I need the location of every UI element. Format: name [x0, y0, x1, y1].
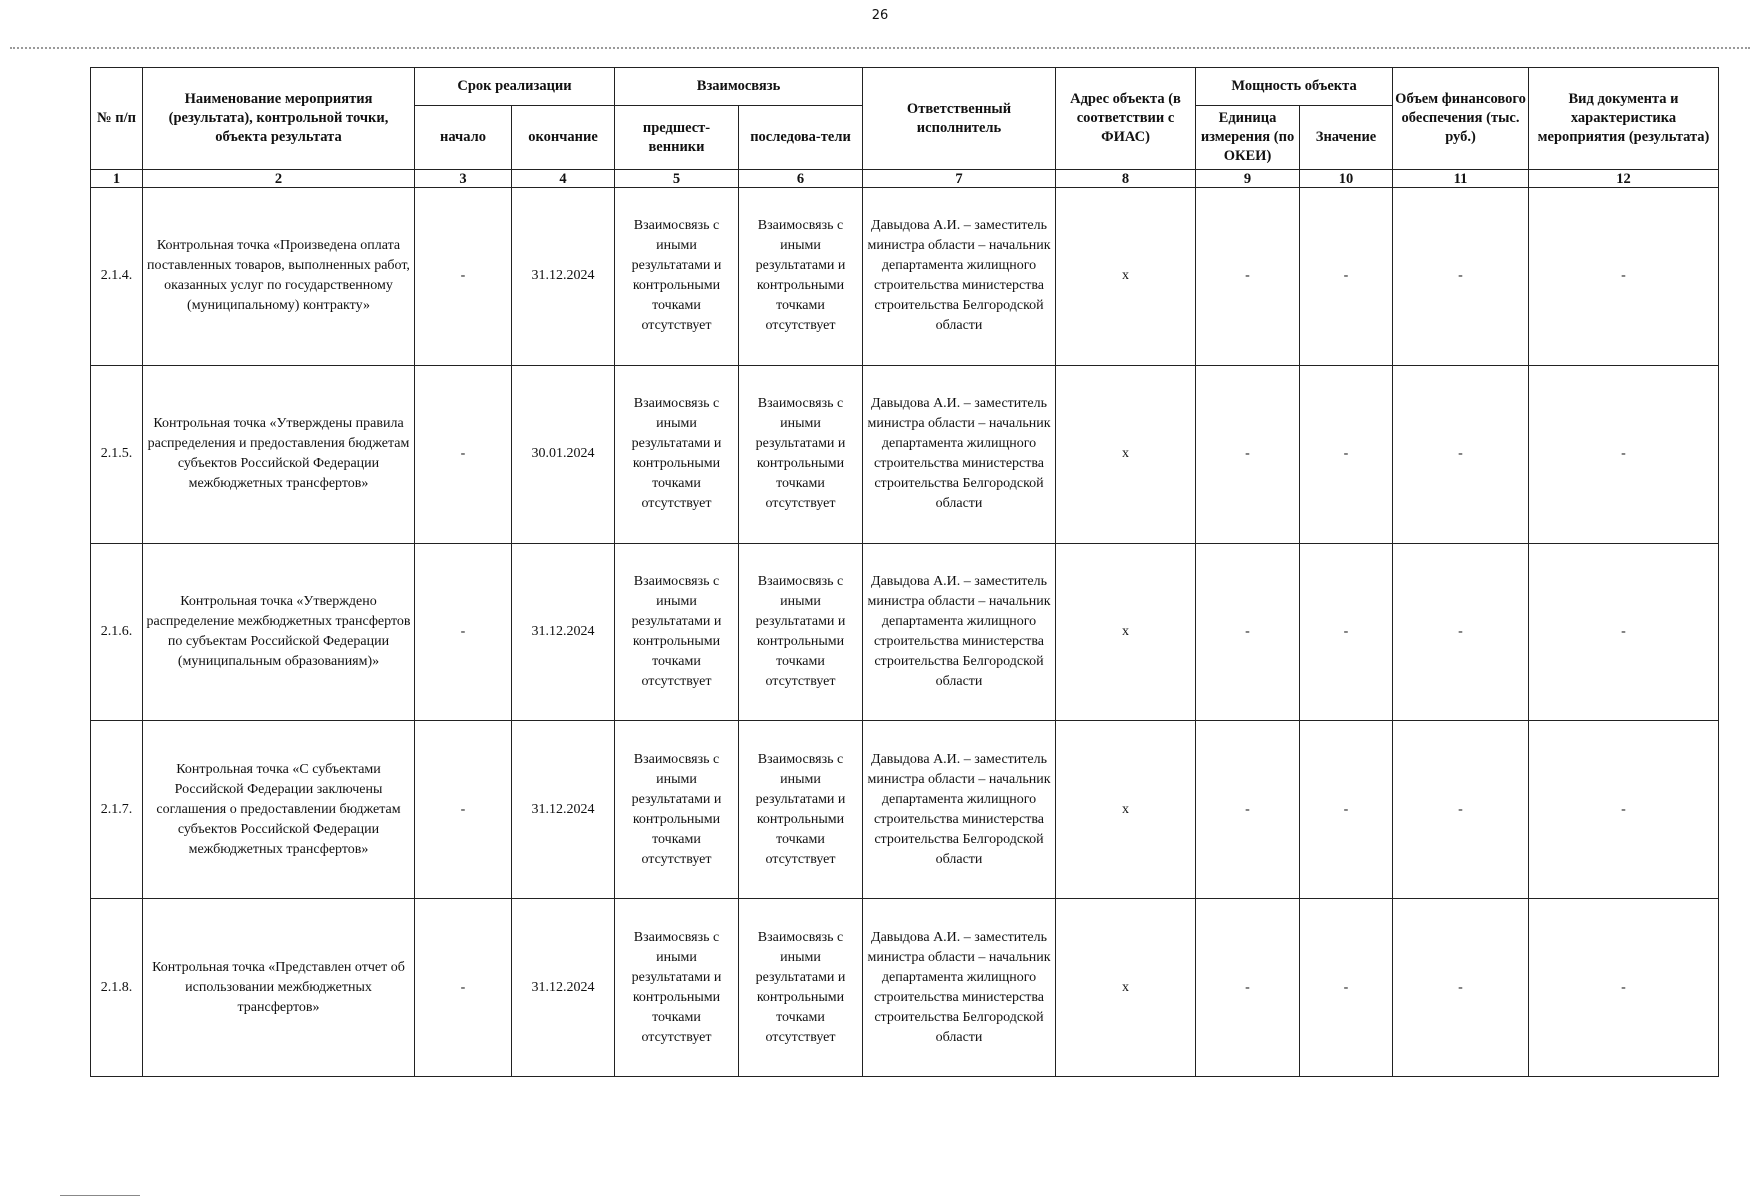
row-end: 31.12.2024 [512, 188, 615, 366]
row-number: 2.1.5. [91, 365, 143, 543]
table-row [91, 188, 1719, 366]
header-end: окончание [512, 106, 615, 170]
row-successors: Взаимосвязь с иными результатами и контрольными точками отсутствует [739, 899, 863, 1077]
header-period: Срок реализации [415, 68, 615, 106]
header-relation: Взаимосвязь [615, 68, 863, 106]
page-number: 26 [871, 8, 889, 23]
row-start: - [415, 721, 512, 899]
row-responsible: Давыдова А.И. – заместитель министра области – начальник департамента жилищного строительства министерства строительства Белгородской области [863, 543, 1056, 721]
row-unit: - [1196, 899, 1300, 1077]
column-number: 1 [91, 170, 143, 188]
row-predecessors: Взаимосвязь с иными результатами и контрольными точками отсутствует [615, 188, 739, 366]
column-number: 7 [863, 170, 1056, 188]
row-value: - [1300, 365, 1393, 543]
header-num: № п/п [91, 68, 143, 170]
row-finance: - [1393, 365, 1529, 543]
row-value: - [1300, 899, 1393, 1077]
header-name: Наименование мероприятия (результата), контрольной точки, объекта результата [143, 68, 415, 170]
row-unit: - [1196, 543, 1300, 721]
row-responsible: Давыдова А.И. – заместитель министра области – начальник департамента жилищного строительства министерства строительства Белгородской области [863, 365, 1056, 543]
table-row [91, 543, 1719, 721]
header-value: Значение [1300, 106, 1393, 170]
row-unit: - [1196, 721, 1300, 899]
row-name: Контрольная точка «Представлен отчет об использовании межбюджетных трансфертов» [143, 899, 415, 1077]
header-unit: Единица измерения (по ОКЕИ) [1196, 106, 1300, 170]
row-end: 30.01.2024 [512, 365, 615, 543]
row-start: - [415, 365, 512, 543]
column-number: 4 [512, 170, 615, 188]
header-start: начало [415, 106, 512, 170]
scan-artifact-mark [60, 1195, 140, 1196]
column-number: 8 [1056, 170, 1196, 188]
row-end: 31.12.2024 [512, 899, 615, 1077]
row-finance: - [1393, 188, 1529, 366]
row-address: х [1056, 365, 1196, 543]
table-row [91, 721, 1719, 899]
header-successors: последова-тели [739, 106, 863, 170]
column-number: 5 [615, 170, 739, 188]
row-document: - [1529, 365, 1719, 543]
row-finance: - [1393, 721, 1529, 899]
row-number: 2.1.6. [91, 543, 143, 721]
column-number: 11 [1393, 170, 1529, 188]
row-unit: - [1196, 365, 1300, 543]
header-document: Вид документа и характеристика мероприятия (результата) [1529, 68, 1719, 170]
column-number: 3 [415, 170, 512, 188]
column-number: 12 [1529, 170, 1719, 188]
column-number: 9 [1196, 170, 1300, 188]
column-number: 10 [1300, 170, 1393, 188]
row-name: Контрольная точка «Утверждены правила распределения и предоставления бюджетам субъектов Российской Федерации межбюджетных трансфертов» [143, 365, 415, 543]
row-document: - [1529, 188, 1719, 366]
row-successors: Взаимосвязь с иными результатами и контрольными точками отсутствует [739, 543, 863, 721]
column-number: 2 [143, 170, 415, 188]
row-predecessors: Взаимосвязь с иными результатами и контрольными точками отсутствует [615, 365, 739, 543]
scan-artifact-line [10, 47, 1750, 49]
row-finance: - [1393, 899, 1529, 1077]
row-successors: Взаимосвязь с иными результатами и контрольными точками отсутствует [739, 188, 863, 366]
row-number: 2.1.4. [91, 188, 143, 366]
column-number-row [91, 170, 1719, 188]
row-value: - [1300, 721, 1393, 899]
row-predecessors: Взаимосвязь с иными результатами и контрольными точками отсутствует [615, 543, 739, 721]
row-responsible: Давыдова А.И. – заместитель министра области – начальник департамента жилищного строительства министерства строительства Белгородской области [863, 721, 1056, 899]
row-start: - [415, 899, 512, 1077]
row-name: Контрольная точка «Произведена оплата поставленных товаров, выполненных работ, оказанных услуг по государственному (муниципальному) контракту» [143, 188, 415, 366]
row-number: 2.1.8. [91, 899, 143, 1077]
row-end: 31.12.2024 [512, 543, 615, 721]
row-predecessors: Взаимосвязь с иными результатами и контрольными точками отсутствует [615, 721, 739, 899]
header-address: Адрес объекта (в соответствии с ФИАС) [1056, 68, 1196, 170]
table-row [91, 365, 1719, 543]
header-predecessors: предшест-венники [615, 106, 739, 170]
row-name: Контрольная точка «С субъектами Российской Федерации заключены соглашения о предоставлении бюджетам субъектов Российской Федерации межбюджетных трансфертов» [143, 721, 415, 899]
row-unit: - [1196, 188, 1300, 366]
row-number: 2.1.7. [91, 721, 143, 899]
column-number: 6 [739, 170, 863, 188]
header-responsible: Ответственный исполнитель [863, 68, 1056, 170]
row-successors: Взаимосвязь с иными результатами и контрольными точками отсутствует [739, 365, 863, 543]
row-successors: Взаимосвязь с иными результатами и контрольными точками отсутствует [739, 721, 863, 899]
row-responsible: Давыдова А.И. – заместитель министра области – начальник департамента жилищного строительства министерства строительства Белгородской области [863, 899, 1056, 1077]
table-row [91, 899, 1719, 1077]
row-finance: - [1393, 543, 1529, 721]
row-predecessors: Взаимосвязь с иными результатами и контрольными точками отсутствует [615, 899, 739, 1077]
row-value: - [1300, 188, 1393, 366]
row-name: Контрольная точка «Утверждено распределение межбюджетных трансфертов по субъектам Российской Федерации (муниципальным образованиям)» [143, 543, 415, 721]
row-address: х [1056, 899, 1196, 1077]
row-start: - [415, 543, 512, 721]
table-header [91, 68, 1719, 188]
row-responsible: Давыдова А.И. – заместитель министра области – начальник департамента жилищного строительства министерства строительства Белгородской области [863, 188, 1056, 366]
row-address: х [1056, 721, 1196, 899]
row-end: 31.12.2024 [512, 721, 615, 899]
row-address: х [1056, 188, 1196, 366]
row-document: - [1529, 543, 1719, 721]
header-finance: Объем финансового обеспечения (тыс. руб.) [1393, 68, 1529, 170]
row-value: - [1300, 543, 1393, 721]
row-address: х [1056, 543, 1196, 721]
header-capacity: Мощность объекта [1196, 68, 1393, 106]
row-document: - [1529, 899, 1719, 1077]
row-document: - [1529, 721, 1719, 899]
row-start: - [415, 188, 512, 366]
plan-table [90, 67, 1719, 1077]
